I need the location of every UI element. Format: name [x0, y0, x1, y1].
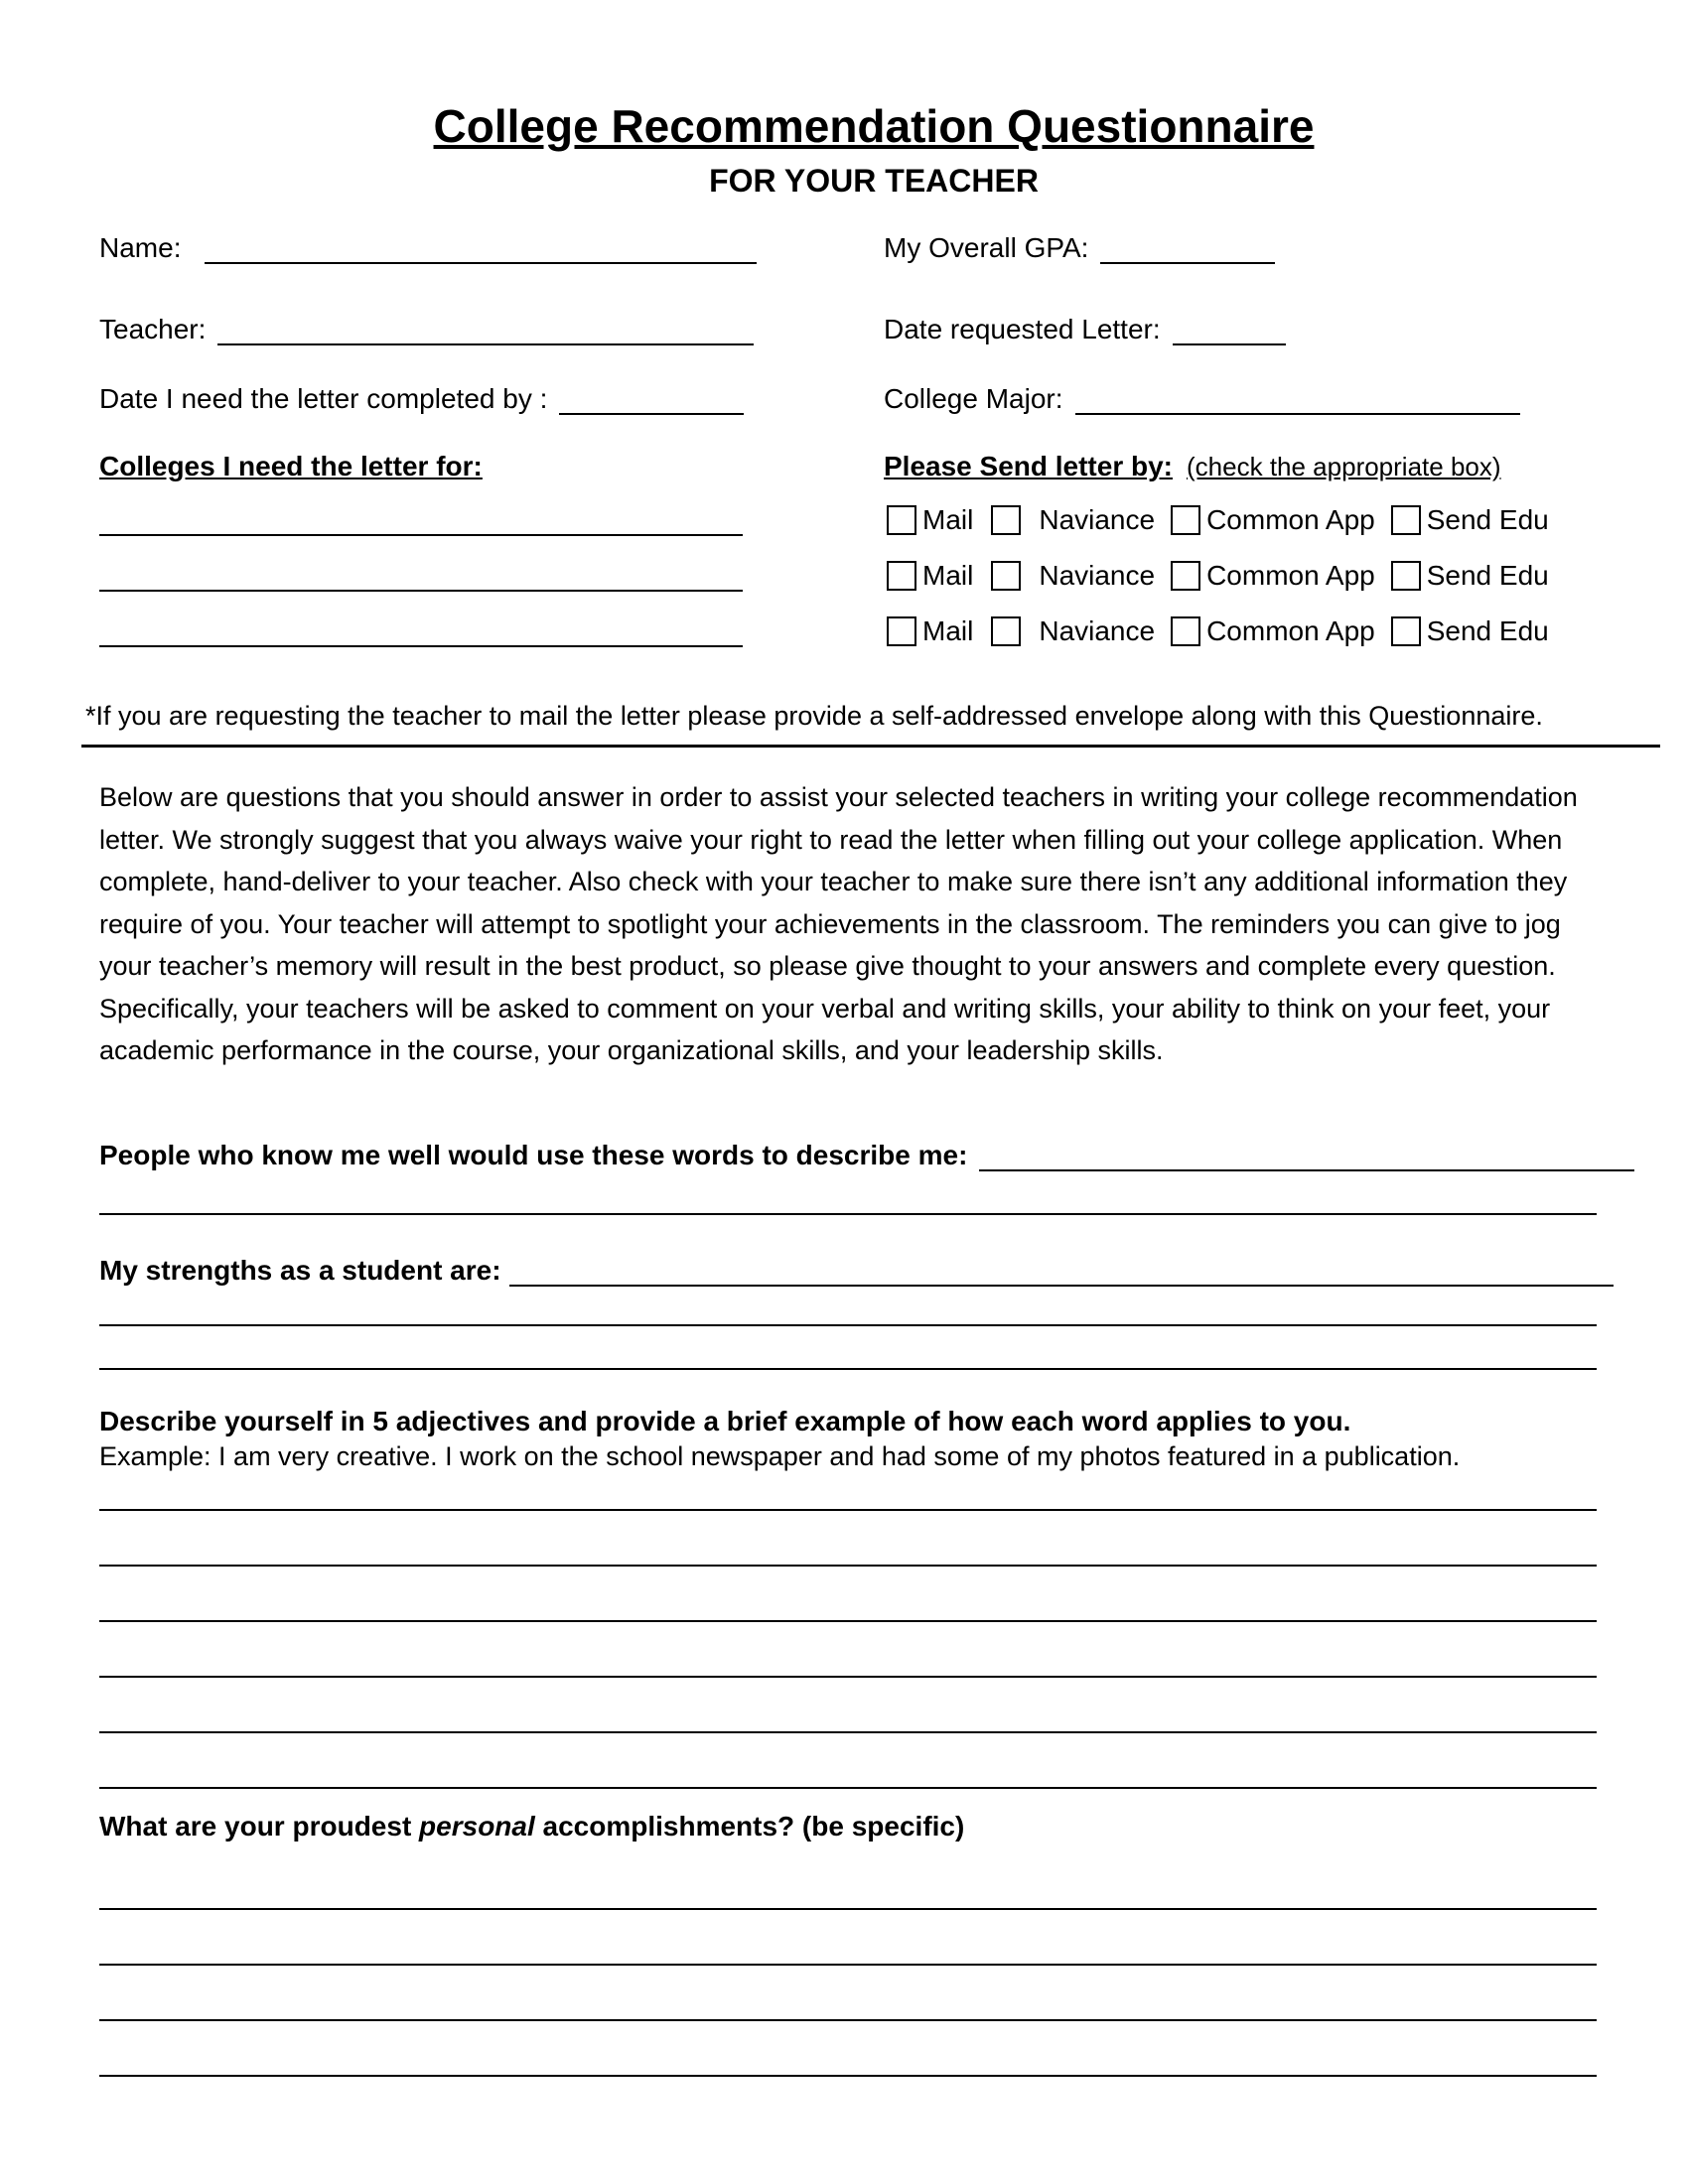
- question-accomplishments: [99, 1811, 964, 1843]
- send-options-row-1: [887, 504, 1565, 536]
- send-edu-label: Send Edu: [1426, 560, 1549, 591]
- teacher-label: Teacher:: [99, 314, 207, 344]
- answer-line[interactable]: [99, 1731, 1597, 1733]
- send-edu-label: Send Edu: [1426, 504, 1549, 535]
- send-edu-checkbox[interactable]: [1391, 505, 1421, 535]
- answer-line[interactable]: [99, 1565, 1597, 1567]
- intro-paragraph: Below are questions that you should answer in order to assist your selected teachers in writing your college recommendation letter. We strongly suggest that you always waive your right to read the letter when filling out your college application. When complete, hand-deliver to your teacher. Also check with your teacher to make sure there isn’t any additional information they require of you. Your teacher will attempt to spotlight your achievements in the classroom. The reminders you can give to jog your teacher’s memory will result in the best product, so please give thought to your answers and complete every question. Specifically, your teachers will be asked to comment on your verbal and writing skills, your ability to think on your feet, your academic performance in the course, your organizational skills, and your leadership skills.: [99, 782, 1578, 1065]
- send-hint: (check the appropriate box): [1187, 452, 1501, 481]
- name-input-line[interactable]: [205, 238, 757, 264]
- college-line-2[interactable]: [99, 590, 743, 592]
- common-app-label: Common App: [1206, 560, 1375, 591]
- answer-line[interactable]: [99, 1509, 1597, 1511]
- naviance-option[interactable]: [991, 504, 1155, 536]
- gpa-input-line[interactable]: [1100, 238, 1275, 264]
- naviance-checkbox[interactable]: [991, 505, 1021, 535]
- mail-checkbox[interactable]: [887, 561, 916, 591]
- send-edu-checkbox[interactable]: [1391, 561, 1421, 591]
- naviance-label: Naviance: [1039, 615, 1156, 646]
- mail-option[interactable]: [887, 615, 973, 647]
- naviance-option[interactable]: [991, 560, 1155, 592]
- common-app-option[interactable]: [1171, 560, 1375, 592]
- common-app-checkbox[interactable]: [1171, 505, 1200, 535]
- mail-option[interactable]: [887, 560, 973, 592]
- send-edu-option[interactable]: [1391, 560, 1549, 592]
- naviance-label: Naviance: [1039, 504, 1156, 535]
- question-strengths: [99, 1255, 1614, 1287]
- name-label: Name:: [99, 232, 182, 263]
- mail-checkbox[interactable]: [887, 505, 916, 535]
- send-options-row-3: [887, 615, 1565, 647]
- name-field: [99, 232, 757, 264]
- question-describe-me: [99, 1140, 1634, 1171]
- question-describe-me-label: People who know me well would use these words to describe me:: [99, 1140, 968, 1170]
- date-needed-input-line[interactable]: [559, 389, 744, 415]
- answer-line[interactable]: [99, 1620, 1597, 1622]
- send-options-row-2: [887, 560, 1565, 592]
- common-app-checkbox[interactable]: [1171, 616, 1200, 646]
- question-accomplishments-pre: What are your proudest: [99, 1811, 420, 1842]
- date-requested-field: [884, 314, 1286, 345]
- naviance-checkbox[interactable]: [991, 616, 1021, 646]
- answer-line[interactable]: [99, 1368, 1597, 1370]
- college-line-1[interactable]: [99, 534, 743, 536]
- common-app-option[interactable]: [1171, 504, 1375, 536]
- adjectives-example: Example: I am very creative. I work on the school newspaper and had some of my photos featured in a publication.: [99, 1441, 1461, 1471]
- mail-label: Mail: [922, 504, 974, 535]
- date-needed-field: [99, 383, 744, 415]
- send-edu-option[interactable]: [1391, 615, 1549, 647]
- naviance-label: Naviance: [1039, 560, 1156, 591]
- major-label: College Major:: [884, 383, 1063, 414]
- gpa-field: [884, 232, 1275, 264]
- common-app-label: Common App: [1206, 504, 1375, 535]
- date-needed-label: Date I need the letter completed by :: [99, 383, 548, 414]
- naviance-option[interactable]: [991, 615, 1155, 647]
- question-accomplishments-emphasis: personal: [419, 1811, 535, 1842]
- date-requested-input-line[interactable]: [1173, 320, 1286, 345]
- common-app-checkbox[interactable]: [1171, 561, 1200, 591]
- answer-line[interactable]: [979, 1146, 1634, 1171]
- answer-line[interactable]: [99, 2075, 1597, 2077]
- college-line-3[interactable]: [99, 645, 743, 647]
- answer-line[interactable]: [99, 1908, 1597, 1910]
- mail-label: Mail: [922, 560, 974, 591]
- send-edu-option[interactable]: [1391, 504, 1549, 536]
- envelope-note: *If you are requesting the teacher to mail the letter please provide a self-addressed envelope along with this Questionnaire.: [85, 701, 1543, 731]
- question-accomplishments-post: accomplishments? (be specific): [534, 1811, 965, 1842]
- answer-line[interactable]: [99, 1964, 1597, 1966]
- send-edu-label: Send Edu: [1426, 615, 1549, 646]
- answer-line[interactable]: [509, 1261, 1614, 1287]
- mail-checkbox[interactable]: [887, 616, 916, 646]
- answer-line[interactable]: [99, 1787, 1597, 1789]
- teacher-field: [99, 314, 754, 345]
- send-heading-label: Please Send letter by:: [884, 451, 1174, 481]
- page-title: College Recommendation Questionnaire: [433, 100, 1315, 152]
- answer-line[interactable]: [99, 1324, 1597, 1326]
- teacher-input-line[interactable]: [217, 320, 754, 345]
- page-subtitle: FOR YOUR TEACHER: [709, 163, 1039, 199]
- gpa-label: My Overall GPA:: [884, 232, 1089, 263]
- common-app-option[interactable]: [1171, 615, 1375, 647]
- answer-line[interactable]: [99, 2019, 1597, 2021]
- section-divider: [81, 745, 1660, 748]
- colleges-heading: Colleges I need the letter for:: [99, 451, 483, 481]
- common-app-label: Common App: [1206, 615, 1375, 646]
- major-field: [884, 383, 1520, 415]
- major-input-line[interactable]: [1075, 389, 1520, 415]
- mail-label: Mail: [922, 615, 974, 646]
- answer-line[interactable]: [99, 1676, 1597, 1678]
- send-heading: [884, 451, 1501, 482]
- mail-option[interactable]: [887, 504, 973, 536]
- question-adjectives: Describe yourself in 5 adjectives and provide a brief example of how each word applies to you.: [99, 1406, 1351, 1436]
- date-requested-label: Date requested Letter:: [884, 314, 1161, 344]
- answer-line[interactable]: [99, 1213, 1597, 1215]
- send-edu-checkbox[interactable]: [1391, 616, 1421, 646]
- naviance-checkbox[interactable]: [991, 561, 1021, 591]
- question-strengths-label: My strengths as a student are:: [99, 1255, 501, 1286]
